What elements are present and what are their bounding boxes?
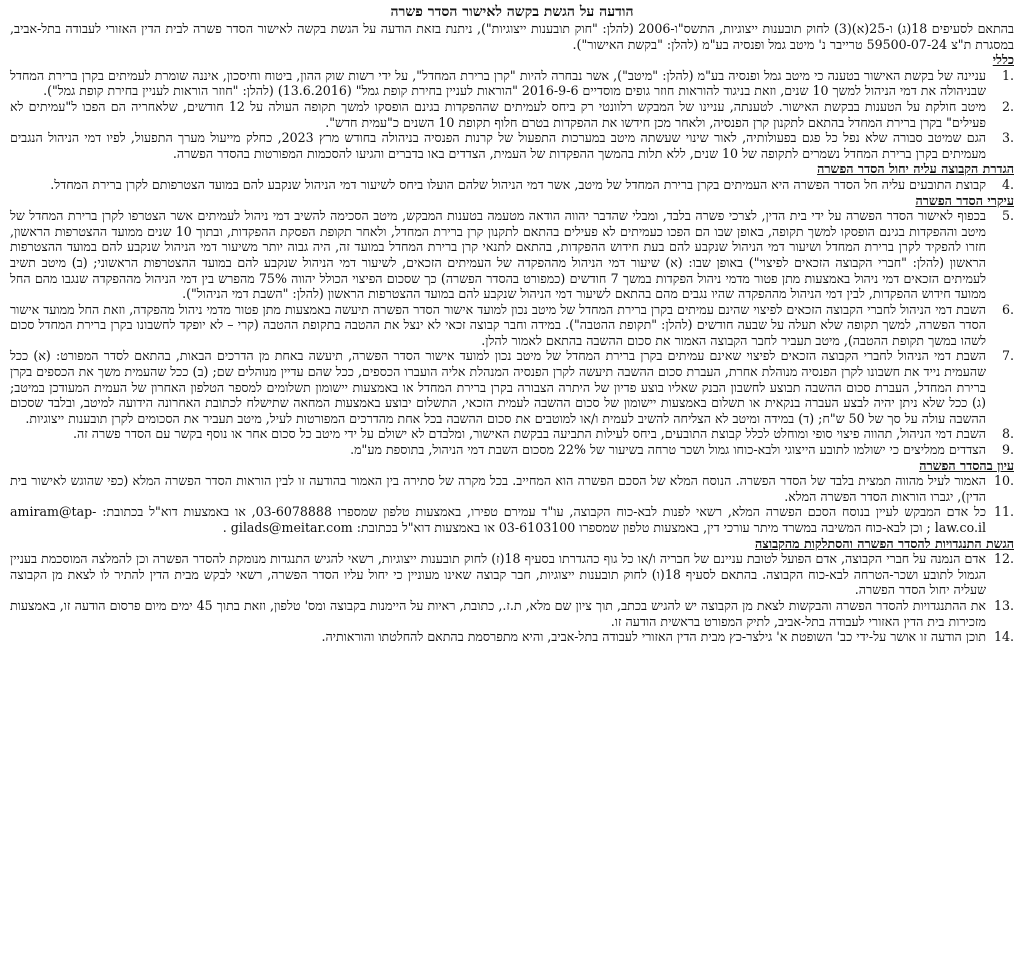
paragraph-number: 10. [993, 473, 1014, 489]
paragraph-14 [10, 629, 1014, 645]
paragraph-2 [10, 99, 1014, 130]
paragraph-number: 1. [1001, 67, 1014, 83]
paragraph-text: אדם הנמנה על חברי הקבוצה, אדם הפועל לטובת עניינם של חבריה ו/או כל גוף כהגדרתו בסעיף 18(ז) לחוק תובענות ייצוגיות, רשאי להגיש התנגדות מנומקת להסדר הפשרה וכן להמלצה המוסכמת בעניין הגמול לתובע ושכר-הטרחה לבא-כוח הקבוצה. בהתאם לסעיף 18(ו) לחוק תובענות ייצוגיות, חבר קבוצה שאינו מעוניין כי יחול עליו הסדר הפשרה, רשאי לבקש מבית הדין להתיר לו לצאת מן הקבוצה שעליה יחול הסדר הפשרה. [10, 551, 987, 598]
paragraph-text: קבוצת התובעים עליה חל הסדר הפשרה היא העמיתים בקרן ברירת המחדל של מיטב, אשר דמי הניהול שלהם הועלו ביחס לשיעור דמי הניהול שנקבע להם במועד הצטרפותם לקרן ברירת המחדל. [50, 176, 986, 192]
paragraph-text: הצדדים ממליצים כי ישולמו לתובע הייצוגי ולבא-כוחו גמול ושכר טרחה בשיעור של 22% מסכום השבת דמי הניהול, בתוספת מע"מ. [350, 442, 986, 458]
paragraph-text: השבת דמי הניהול לחברי הקבוצה הזכאים לפיצוי שהינם עמיתים בקרן ברירת המחדל של מיטב נכון למועד אישור הסדר הפשרה תיעשה באמצעות מתן פטור מדמי ניהול מהפקדה, וזאת החל ממועד אישור הסדר הפשרה, למשך תקופה שלא תעלה על שבעה חודשים (להלן: "תקופת ההטבה"). במידה וחבר קבוצה זכאי לא ינצל את ההטבה בתקופת ההטבה (קרי – לא יופקד לחשבונו בקרן ברירת המחדל סכום לשהו במשך תקופת ההטבה), מיטב תעביר לחבר הקבוצה האמור את סכום ההשבה בהתאם לאמור להלן. [10, 301, 986, 348]
paragraph-8 [10, 426, 1014, 442]
paragraph-text: מיטב חולקת על הטענות בבקשת האישור. לטענתה, עניינו של המבקש רלוונטי רק ביחס לעמיתים שההפקדות בגינם הופסקו למשך תקופה העולה על 12 חודשים, שלאחריה הם הפכו ל"עמיתים לא פעילים" בקרן ברירת המחדל בהתאם לתקנון קרן הפנסיה, ולאחר מכן חידשו את ההפקדות בטרם חלוף תקופת 10 השנים כ"עמית חדש". [10, 98, 987, 130]
paragraph-3 [10, 130, 1014, 161]
paragraph-text: השבת דמי הניהול, תהווה פיצוי סופי ומוחלט לכלל קבוצת התובעים, ביחס לעילות התביעה בבקשת האישור, ומלבדם לא ישולם על ידי מיטב כל סכום אחר או נוסף בקשר עם הסדר פשרה זה. [73, 426, 986, 442]
paragraph-number: 4. [1001, 176, 1014, 192]
paragraph-text: כל אדם המבקש לעיין בנוסח הסכם הפשרה המלא, רשאי לפנות לבא-כוח הקבוצה, עו"ד עמירם טפירו, באמצעות טלפון שמספרו 03-6078888, או באמצעות דוא"ל בכתובת: amiram@tap-law.co.il ; וכן לבא-כוח המשיבה במשרד מיתר עורכי דין, באמצעות טלפון שמספרו 03-6103100 או באמצעות דוא"ל בכתובת: gilads@meitar.com . [10, 504, 986, 535]
paragraph-number: 8. [1001, 426, 1014, 442]
paragraph-1 [10, 68, 1014, 99]
paragraph-text: את ההתנגדויות להסדר הפשרה והבקשות לצאת מן הקבוצה יש להגיש בכתב, תוך ציון שם מלא, ת.ז., כתובת, ראיות על היימנות בקבוצה ומס' טלפון, וזאת בתוך 45 ימים מיום פרסום הודעה זו, באמצעות מזכירות בית הדין האזורי לעבודה בתל-אביב, לתיק המפורט בראשית הודעה זו. [10, 597, 986, 629]
section-heading-review-settlement: עיון בהסדר הפשרה [919, 457, 1014, 473]
section-heading-general: כללי [992, 52, 1014, 68]
paragraph-number: 9. [1001, 442, 1014, 458]
paragraph-text: עניינה של בקשת האישור בטענה כי מיטב גמל ופנסיה בע"מ (להלן: "מיטב"), אשר נבחרה להיות "קרן ברירת המחדל", על ידי רשות שוק ההון, ביטוח וחיסכון, איננה שומרת לעמיתים בקרן ברירת המחדל שבניהולה את דמי הניהול למשך 10 שנים, וזאת בניגוד להוראות חוזר גופים מוסדיים 2016-9-6 "הוראות לעניין בחירת קופת גמל" (13.6.2016) (להלן: "חוזר הוראות לעניין בחירת קופת גמל"). [10, 67, 986, 99]
paragraph-6 [10, 302, 1014, 349]
paragraph-number: 13. [993, 597, 1014, 613]
paragraph-12 [10, 551, 1014, 598]
section-heading-group-definition: הגדרת הקבוצה עליה יחול הסדר הפשרה [817, 161, 1014, 177]
paragraph-10 [10, 473, 1014, 504]
paragraph-number: 14. [993, 629, 1014, 645]
paragraph-5 [10, 208, 1014, 302]
paragraph-number: 2. [1001, 98, 1014, 114]
paragraph-text: בכפוף לאישור הסדר הפשרה על ידי בית הדין, לצרכי פשרה בלבד, ומבלי שהדבר יהווה הודאה מטעמה בטענות המבקש, מיטב הסכימה להשיב דמי ניהול לעמיתים אשר הצטרפו לקרן ברירת המחדל של מיטב וההפקדות בגינם הופסקו למשך תקופה, באופן שבו הם הפכו כעמיתים לא פעילים בהתאם לתקנון קרן ברירת המחדל, ולאחר תקופת הפסקת ההפקדות, ובתוך 10 שנים ממועד ההצטרפות הראשון, חזרו להפקיד לקרן ברירת המחדל ושיעור דמי הניהול שנקבע להם בעת חידוש ההפקדות, בהתאם לתנאי קרן ברירת המחדל במועד זה, היה גבוה יותר משיעור דמי הניהול שנקבע להם במועד ההצטרפות הראשון (להלן: "חברי הקבוצה הזכאים לפיצוי") באופן שבו: (א) שיעור דמי הניהול מההפקדה של העמיתים הזכאים, לשיעור דמי הניהול שנקבע להם במועד ההצטרפות הראשוני; (ב) מיטב תשיב לעמיתים הזכאים דמי ניהול באמצעות מתן פטור מדמי ניהול הפקדות במשך 7 חודשים (כמפורט בהסדר הפשרה) כך שסכום הפיצוי הכולל יהווה 75% מהפרש בין דמי הניהול מההפקדה שנגבו מהם החל ממועד חידוש ההפקדות, לבין דמי הניהול מההפקדה שהיו נגבים מהם בהתאם לשיעור דמי הניהול שנקבע להם במועד ההצטרפות הראשון (להלן: "השבת דמי הניהול"). [10, 208, 986, 302]
paragraph-number: 6. [1001, 301, 1014, 317]
notice-title: הודעה על הגשת בקשה לאישור הסדר פשרה [390, 4, 634, 20]
section-heading-settlement-main-points: עיקרי הסדר הפשרה [915, 192, 1014, 208]
section-heading-objections: הגשת התנגדויות להסדר הפשרה והסתלקות מהקבוצה [755, 535, 1014, 551]
paragraph-number: 5. [1001, 208, 1014, 224]
paragraph-number: 11. [993, 504, 1014, 520]
paragraph-9 [10, 442, 1014, 458]
paragraph-text: האמור לעיל מהווה תמצית בלבד של הסדר הפשרה. הנוסח המלא של הסכם הפשרה הוא המחייב. בכל מקרה של סתירה בין האמור בהודעה זו לבין הוראות הסדר הפשרה המלא (כפי שהוגש לאישור בית הדין), יגברו הוראות הסדר הפשרה המלא. [10, 473, 986, 504]
paragraph-number: 12. [993, 551, 1014, 567]
paragraph-text: השבת דמי הניהול לחברי הקבוצה הזכאים לפיצוי שאינם עמיתים בקרן ברירת המחדל של מיטב נכון למועד אישור הסדר הפשרה, תיעשה באחת מן הדרכים הבאות, בהתאם לסדר המפורט: (א) ככל שהעמית נייד את חשבונו לקרן הפנסיה מנוהלת אחרת, העברת סכום ההשבה תיעשה לקרן הפנסיה המנהלת אליה הועברו הכספים, ככל שהם עדיין מנוהלים שם; (ב) ככל שהעמית משך את הכספים בקרן ברירת המחדל, העברת סכום ההשבה תבוצע לחשבון הבנק שאליו בוצע פדיון של היתרה הצבורה בקרן ברירת המחדל או באמצעות יישומון תשלומים למספר הטלפון האחרון של העמית המעודכן במיטב; (ג) ככל שלא ניתן יהיה לבצע העברה בנקאית או תשלום באמצעות יישומון של סכום ההשבה לעמית הזכאי, התשלום יבוצע באמצעות המחאה שתישלח לכתובת האחרונה הידועה למיטב, ובלבד שסכום ההשבה עולה על סך של 50 ש"ח; (ד) במידה ומיטב לא הצליחה להשיב לעמית ו/או למוטבים את סכום ההשבה בכל אחת מהדרכים המפורטות לעיל, מיטב תעביר את הסכומים לקרן תובענות ייצוגיות. [10, 348, 986, 426]
paragraph-13 [10, 598, 1014, 629]
paragraph-number: 3. [1001, 130, 1014, 146]
paragraph-number: 7. [1001, 348, 1014, 364]
paragraph-4 [10, 177, 1014, 193]
notice-intro: בהתאם לסעיפים 18(ג) ו-25(א)(3) לחוק תובענות ייצוגיות, התשס"ו-2006 (להלן: "חוק תובענות ייצוגיות"), ניתנת בזאת הודעה על הגשת בקשה לאישור הסדר פשרה לבית הדין האזורי לעבודה בתל-אביב, במסגרת ת"צ 59500-07-24 טרייבר נ' מיטב גמל ופנסיה בע"מ (להלן: "בקשת האישור"). [10, 21, 1014, 52]
paragraph-7 [10, 348, 1014, 426]
paragraph-text: תוכן הודעה זו אושר על-ידי כב' השופטת א' גילצר-כץ מבית הדין האזורי לעבודה בתל-אביב, והיא מתפרסמת בהתאם להחלטתו והוראותיה. [321, 629, 986, 645]
paragraph-text: הגם שמיטב סבורה שלא נפל כל פגם בפעולותיה, לאור שינוי שעשתה מיטב במערכות התפעול של קרנות הפנסיה בניהולה בחודש מרץ 2023, כחלק מייעול מערך התפעול, לפיו דמי הניהול הנגבים מעמיתים בקרן ברירת המחדל נשמרים לתקופה של 10 שנים, ללא תלות בהמשך ההפקדות של העמית, הצדדים באו בדברים והגיעו להסכמות המפורטות בהסדר הפשרה. [10, 130, 987, 161]
paragraph-11 [10, 504, 1014, 535]
